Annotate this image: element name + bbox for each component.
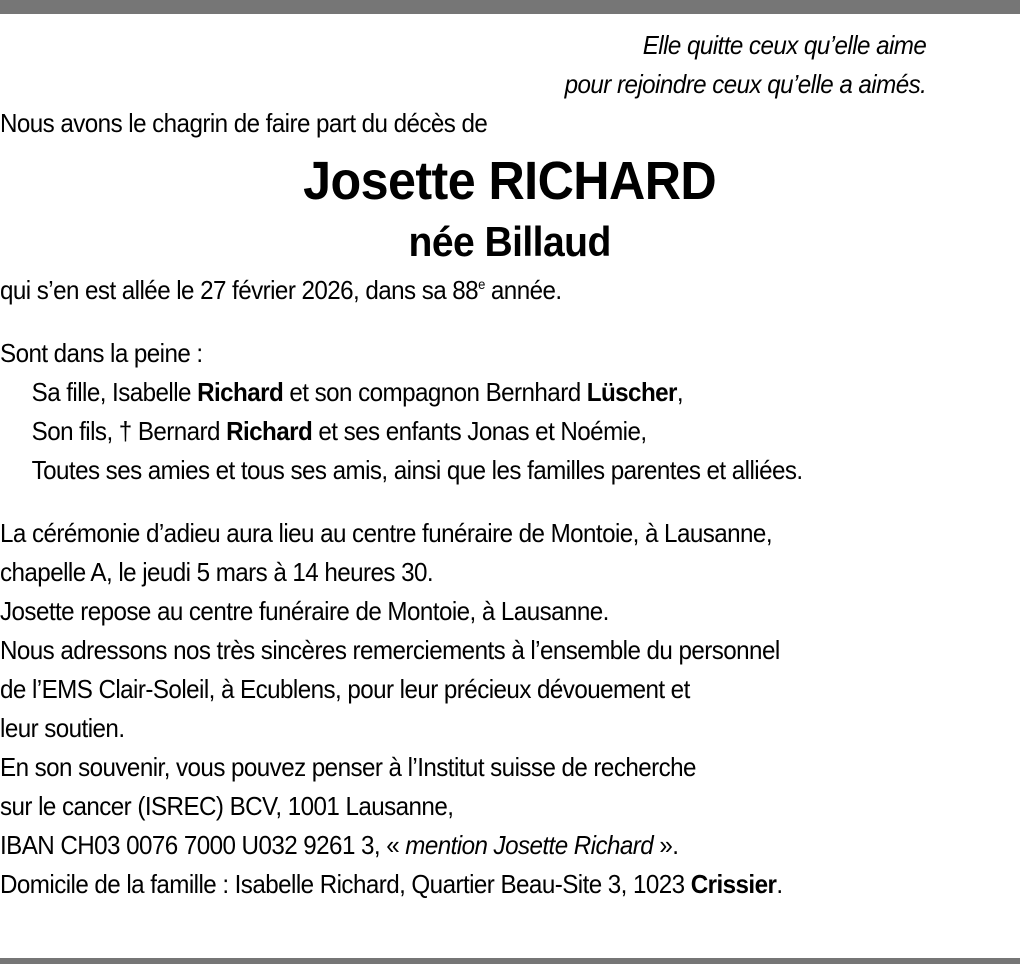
mourner-1-c: et son compagnon Bernhard — [283, 377, 587, 407]
mourners-heading: Sont dans la peine : — [0, 338, 203, 368]
death-notice — [0, 26, 1019, 904]
death-text-before: qui s’en est allée le 27 février 2026, dans sa 88 — [0, 275, 479, 305]
mourner-2-c: et ses enfants Jonas et Noémie, — [312, 416, 647, 446]
spacer — [0, 490, 1019, 514]
domicile-town: Crissier — [690, 869, 777, 899]
spacer — [0, 310, 1019, 334]
mourner-2-a: Son fils, † Bernard — [31, 416, 227, 446]
donation-mention: mention Josette Richard — [405, 830, 654, 860]
domicile-end: . — [776, 869, 783, 899]
iban-close: ». — [653, 830, 679, 860]
epigraph-line-2: pour rejoindre ceux qu’elle a aimés. — [564, 69, 927, 99]
top-rule — [0, 0, 1020, 14]
details-line-7: En son souvenir, vous pouvez penser à l’Institut suisse de recherche — [0, 752, 696, 782]
death-date-text — [0, 271, 1019, 310]
mourner-1-a: Sa fille, Isabelle — [31, 377, 198, 407]
mourner-line-2 — [0, 412, 1019, 451]
intro-text: Nous avons le chagrin de faire part du décès de — [0, 108, 488, 138]
details-line-5: de l’EMS Clair-Soleil, à Ecublens, pour leur précieux dévouement et — [0, 674, 690, 704]
ordinal-suffix: e — [478, 276, 485, 292]
mourner-line-3: Toutes ses amies et tous ses amis, ainsi que les familles parentes et alliées. — [31, 455, 803, 485]
details-line-4: Nous adressons nos très sincères remerciements à l’ensemble du personnel — [0, 635, 780, 665]
details-line-9 — [0, 826, 1019, 865]
details-line-1: La cérémonie d’adieu aura lieu au centre funéraire de Montoie, à Lausanne, — [0, 518, 772, 548]
iban-text: IBAN CH03 0076 7000 U032 9261 3, « — [0, 830, 406, 860]
bottom-rule — [0, 958, 1020, 964]
death-text-after: année. — [484, 275, 562, 305]
details-line-6: leur soutien. — [0, 713, 125, 743]
domicile-text: Domicile de la famille : Isabelle Richard, Quartier Beau-Site 3, 1023 — [0, 869, 691, 899]
mourner-1-e: , — [676, 377, 684, 407]
details-line-10 — [0, 865, 1019, 904]
mourner-1-surname: Richard — [197, 377, 284, 407]
epigraph-line-1: Elle quitte ceux qu’elle aime — [642, 30, 927, 60]
mourner-1-partner-surname: Lüscher — [586, 377, 677, 407]
mourner-line-1 — [0, 373, 1019, 412]
details-line-8: sur le cancer (ISREC) BCV, 1001 Lausanne, — [0, 791, 454, 821]
mourner-2-surname: Richard — [226, 416, 313, 446]
maiden-name: née Billaud — [408, 218, 611, 265]
deceased-name: Josette RICHARD — [303, 151, 717, 211]
details-line-3: Josette repose au centre funéraire de Montoie, à Lausanne. — [0, 596, 609, 626]
details-line-2: chapelle A, le jeudi 5 mars à 14 heures 30. — [0, 557, 434, 587]
